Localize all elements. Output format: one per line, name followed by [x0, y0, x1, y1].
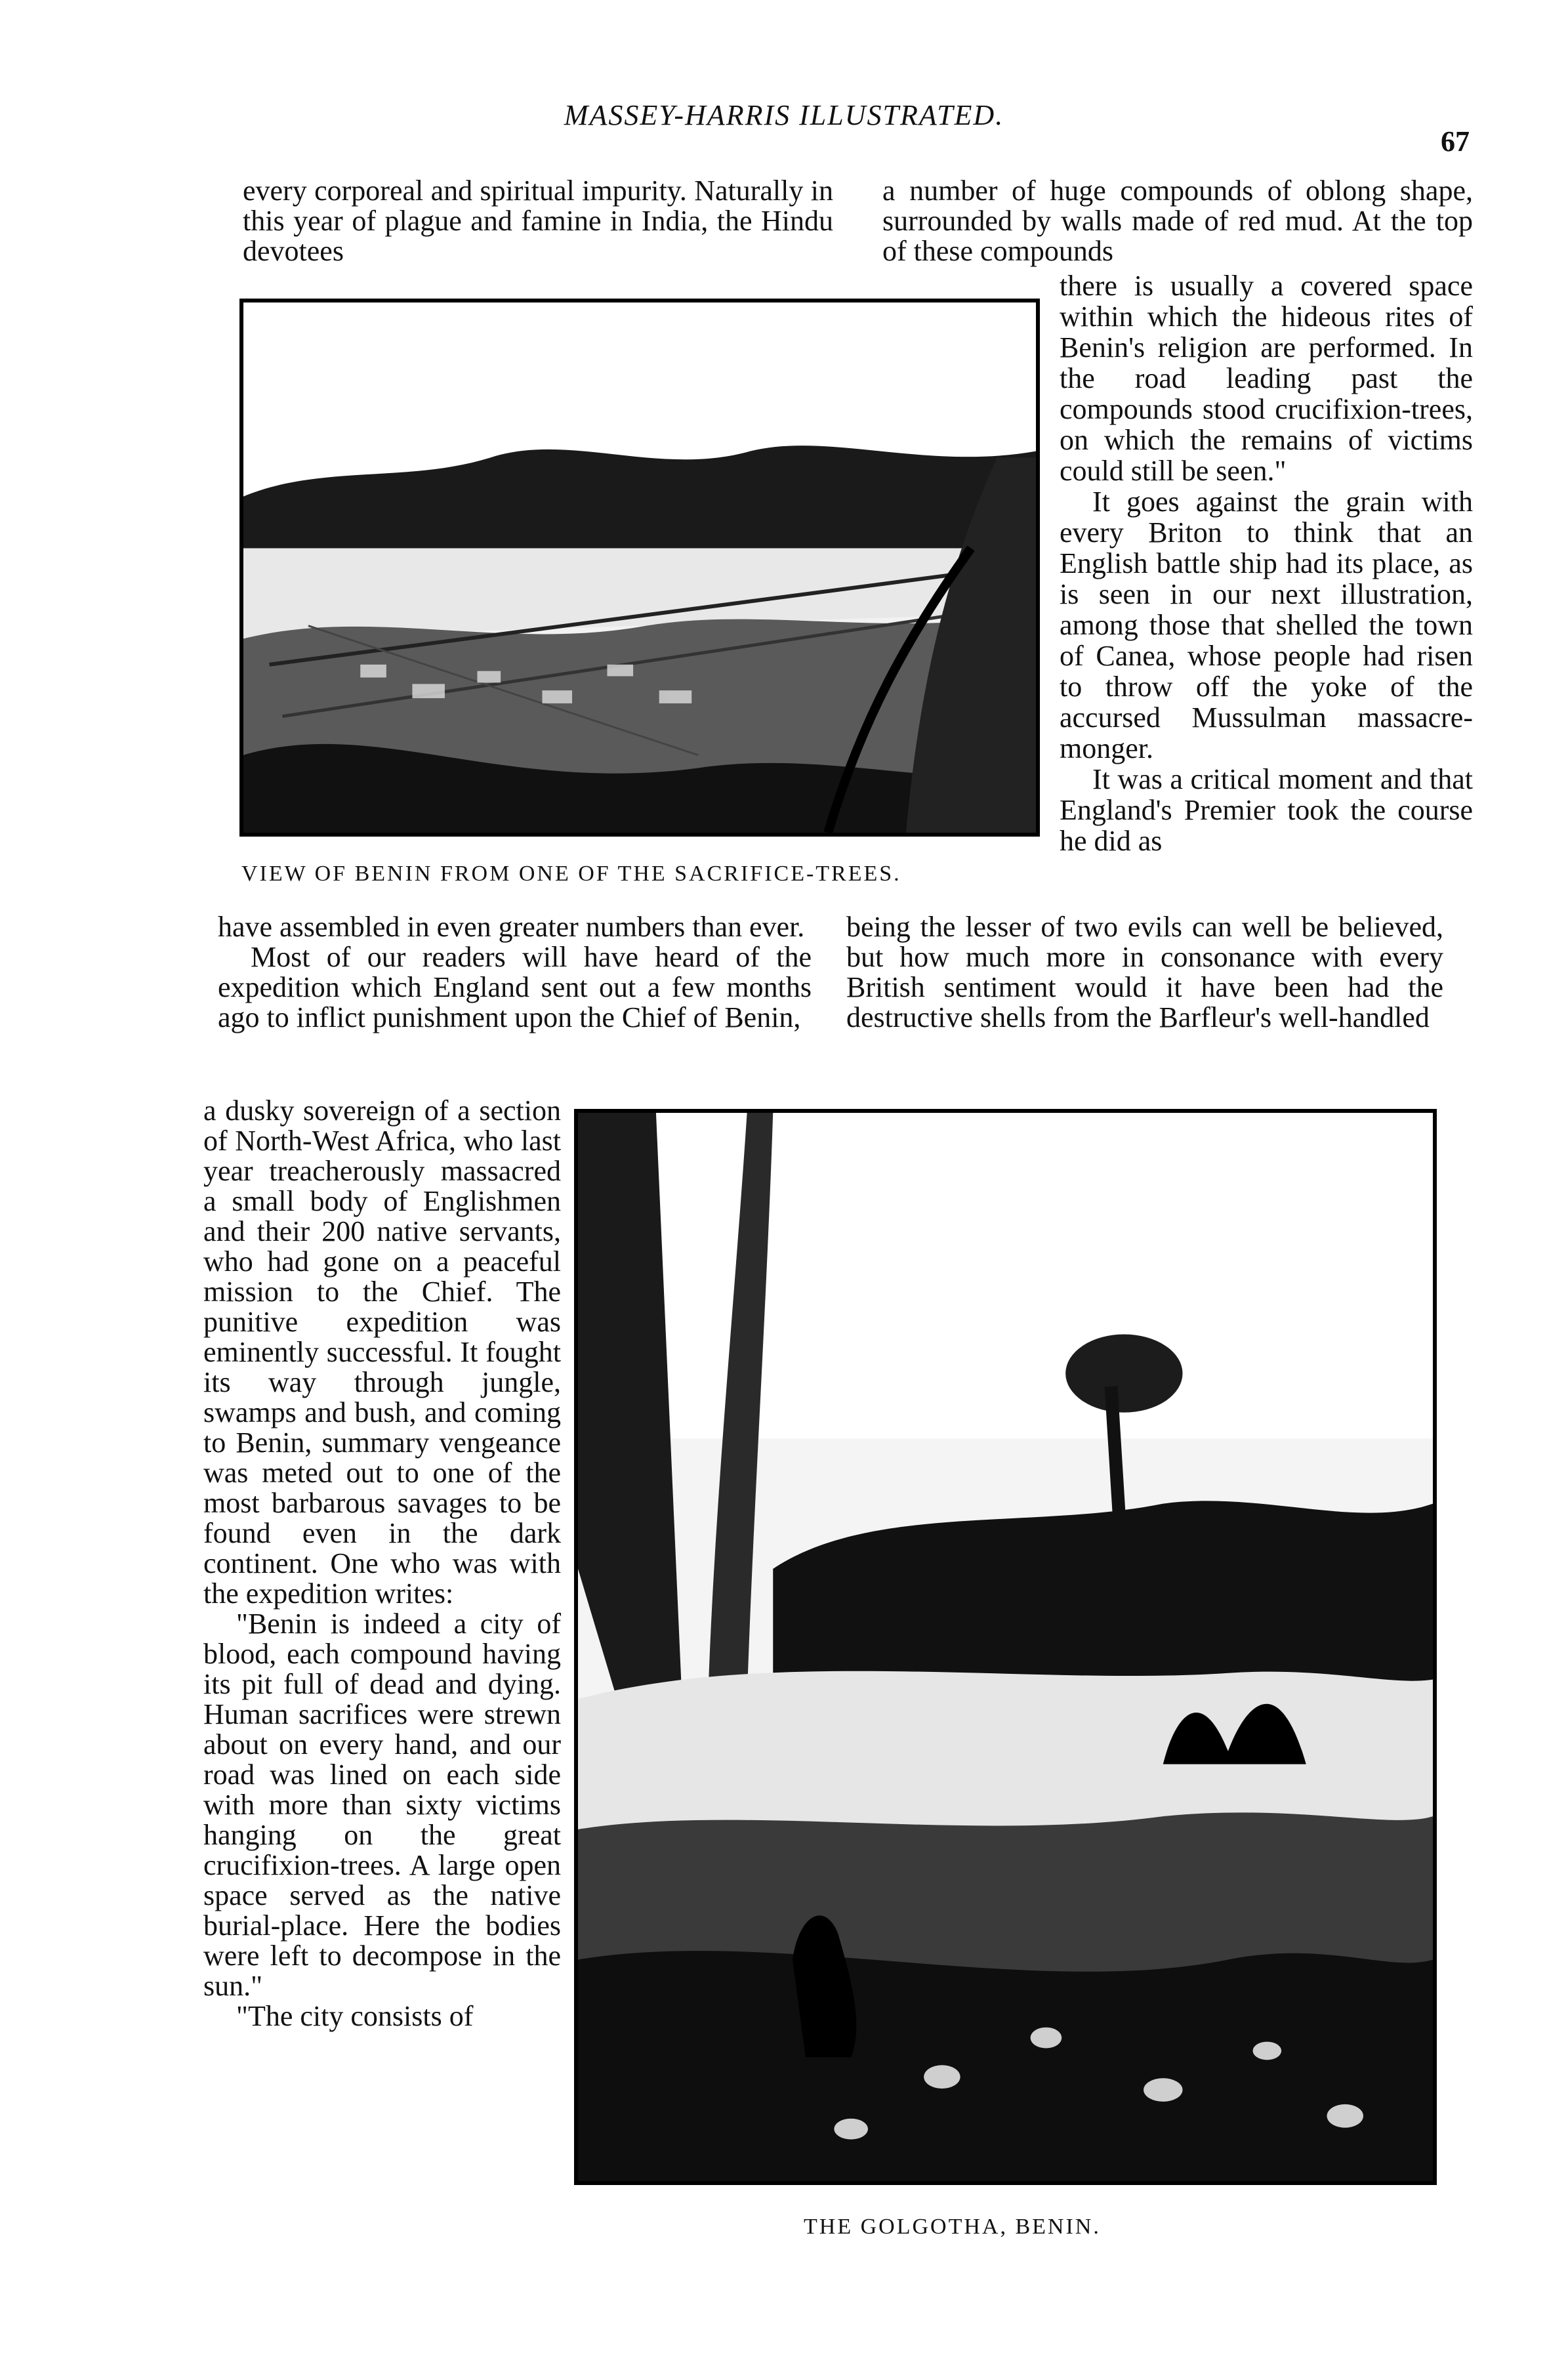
paragraph: every corporeal and spiritual impurity. Naturally in this year of plague and famine in India, the Hindu devotees [243, 175, 833, 267]
benin-view-illustration [243, 302, 1036, 833]
figure2-caption: THE GOLGOTHA, BENIN. [804, 2215, 1101, 2239]
figure1-caption: VIEW OF BENIN FROM ONE OF THE SACRIFICE-TREES. [241, 862, 901, 886]
quote-paragraph: "Benin is indeed a city of blood, each compound having its pit full of dead and dying. Human sacrifices were strewn about on every hand, and our road was lined on each side with more than sixty victims hanging on the great crucifixion-trees. A large open space served as the native burial-place. Here the bodies were left to decompose in the sun." [203, 1608, 561, 2002]
col1-top-text [243, 176, 833, 266]
golgotha-illustration [578, 1113, 1433, 2181]
golgotha-photo [574, 1109, 1437, 2185]
running-header: MASSEY-HARRIS ILLUSTRATED. [564, 99, 1004, 131]
paragraph: have assembled in even greater numbers than ever. [218, 911, 805, 943]
paragraph: being the lesser of two evils can well be believed, but how much more in consonance with every British sentiment would it have been had the destructive shells from the Barfleur's well-handled [846, 911, 1443, 1033]
paragraph: a number of huge compounds of oblong shape, surrounded by walls made of red mud. At the top of these compounds [882, 175, 1473, 267]
benin-view-photo [239, 299, 1040, 837]
paragraph: It goes against the grain with every Briton to think that an English battle ship had its place, as is seen in our next illustration, among those that shelled the town of Canea, whose people had risen to throw off the yoke of the accursed Mussulman massacre-monger. [1060, 486, 1473, 764]
col2-narrow-text [1060, 270, 1473, 856]
col2-top-text [882, 176, 1473, 266]
paragraph: Most of our readers will have heard of the expedition which England sent out a few months ago to inflict punishment upon the Chief of Benin, [218, 941, 812, 1033]
paragraph: there is usually a covered space within which the hideous rites of Benin's religion are performed. In the road leading past the compounds stood crucifixion-trees, on which the remains of victims could still be seen." [1060, 270, 1473, 487]
paragraph: It was a critical moment and that England's Premier took the course he did as [1060, 763, 1473, 857]
paragraph: "The city consists of [236, 2000, 474, 2032]
paragraph: a dusky sovereign of a section of North-West Africa, who last year treacherously massacred a small body of Englishmen and their 200 native servants, who had gone on a peaceful mission to the Chief. The punitive expedition was eminently successful. It fought its way through jungle, swamps and bush, and coming to Benin, summary vengeance was meted out to one of the most barbarous savages to be found even in the dark continent. One who was with the expedition writes: [203, 1094, 561, 1610]
col2-cont-text [846, 912, 1443, 1033]
col1-mid-text [218, 912, 812, 1033]
page-number: 67 [1441, 125, 1470, 157]
col1-narrow-text [203, 1096, 561, 2031]
